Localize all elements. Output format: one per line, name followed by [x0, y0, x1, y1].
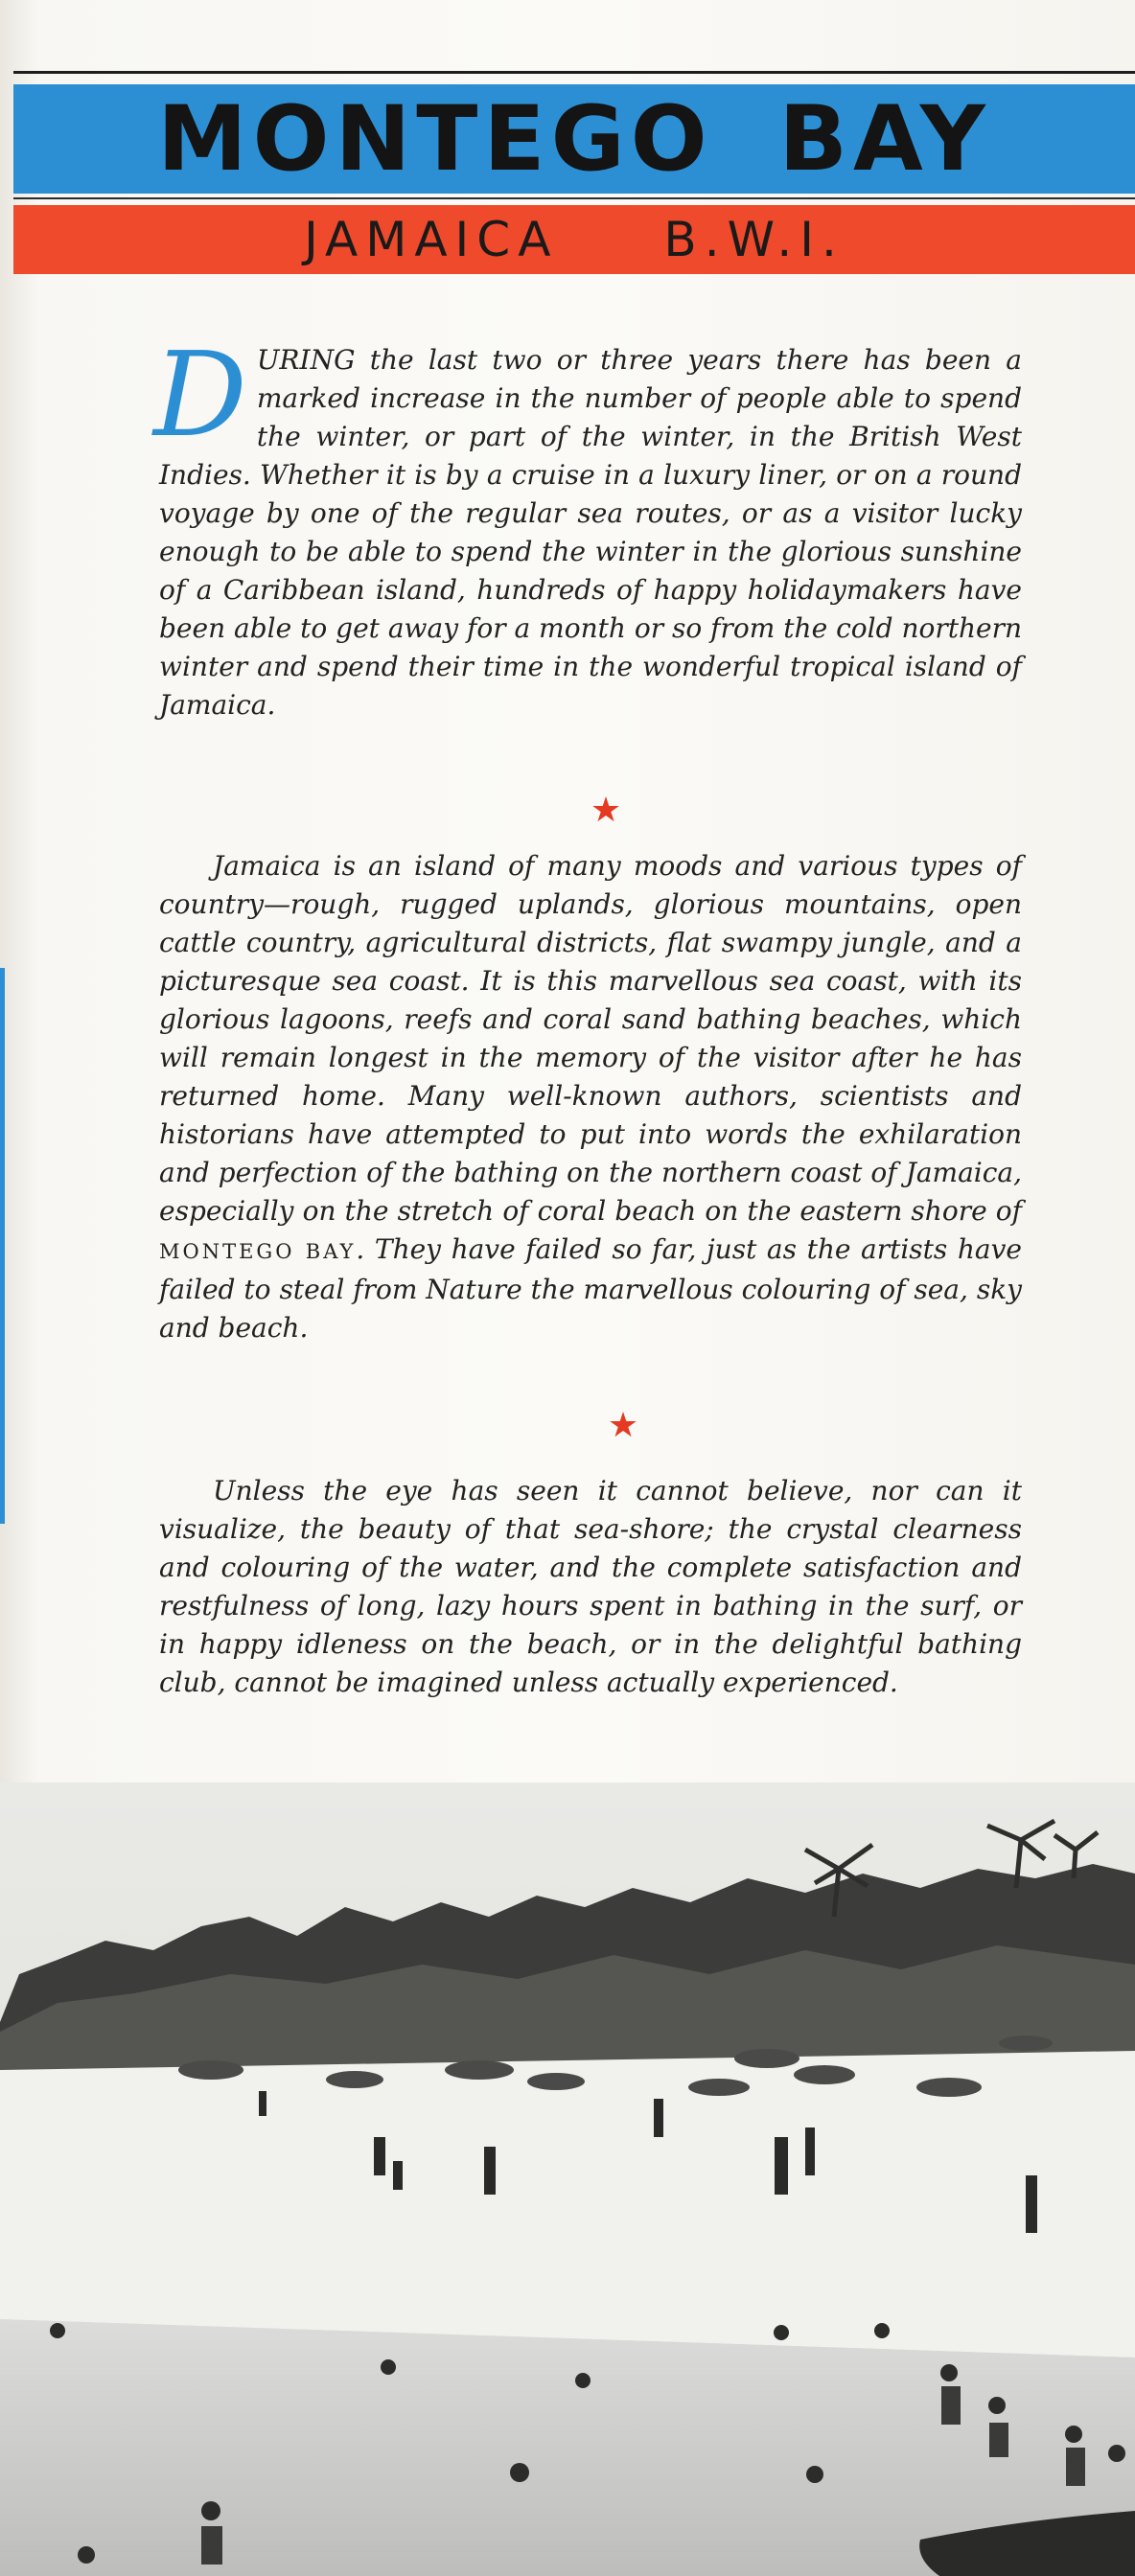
- paragraph-3: [159, 1472, 1022, 1702]
- subtitle-region: B.W.I.: [663, 212, 845, 267]
- star-icon: ★: [607, 1406, 639, 1445]
- band-divider: [13, 197, 1135, 199]
- subtitle-place: JAMAICA: [304, 212, 559, 267]
- paragraph-2-text-a: Jamaica is an island of many moods and various types of country—rough, rugged uplands, glorious mountains, open cattle country, agricultural districts, flat swampy jungle, and a picturesque sea coast. It is this marvellous sea coast, with its glorious lagoons, reefs and coral sand bathing beaches, which will remain longest in the memory of the visitor after he has returned home. Many well-known authors, scientists and historians have attempted to put into words the exhilaration and perfection of the bathing on the northern coast of Jamaica, especially on the stretch of coral beach on the eastern shore of: [159, 850, 1022, 1227]
- paragraph-3-text: Unless the eye has seen it cannot believe, nor can it visualize, the beauty of that sea-shore; the crystal clearness and colouring of the water, and the complete satisfaction and restfulness of long, lazy hours spent in bathing in the surf, or in happy idleness on the beach, or in the delightful bathing club, cannot be imagined unless actually experienced.: [159, 1475, 1022, 1698]
- title-band: [13, 84, 1135, 194]
- beach-photo: [0, 1782, 1135, 2576]
- paragraph-2: [159, 847, 1022, 1347]
- top-rule: [13, 71, 1135, 74]
- star-icon: ★: [590, 791, 622, 830]
- drop-cap: D: [153, 327, 247, 463]
- paragraph-1-text: URING the last two or three years there has been a marked increase in the number of people able to spend the winter, or part of the winter, in the British West Indies. Whether it is by a cruise in a luxury liner, or on a round voyage by one of the regular sea routes, or as a visitor lucky enough to be able to spend the winter in the glorious sunshine of a Caribbean island, hundreds of happy holidaymakers have been able to get away for a month or so from the cold northern winter and spend their time in the wonderful tropical island of Jamaica.: [159, 344, 1022, 721]
- paragraph-2-smallcaps: MONTEGO BAY: [159, 1240, 357, 1263]
- left-edge-stripe: [0, 968, 5, 1524]
- page-title: MONTEGO BAY: [157, 86, 991, 192]
- paragraph-1: [153, 327, 1022, 724]
- subtitle-band: [13, 205, 1135, 274]
- paragraph-2-text-b: . They have failed so far, just as the artists have failed to steal from Nature the marvellous colouring of sea, sky and beach.: [159, 1233, 1022, 1344]
